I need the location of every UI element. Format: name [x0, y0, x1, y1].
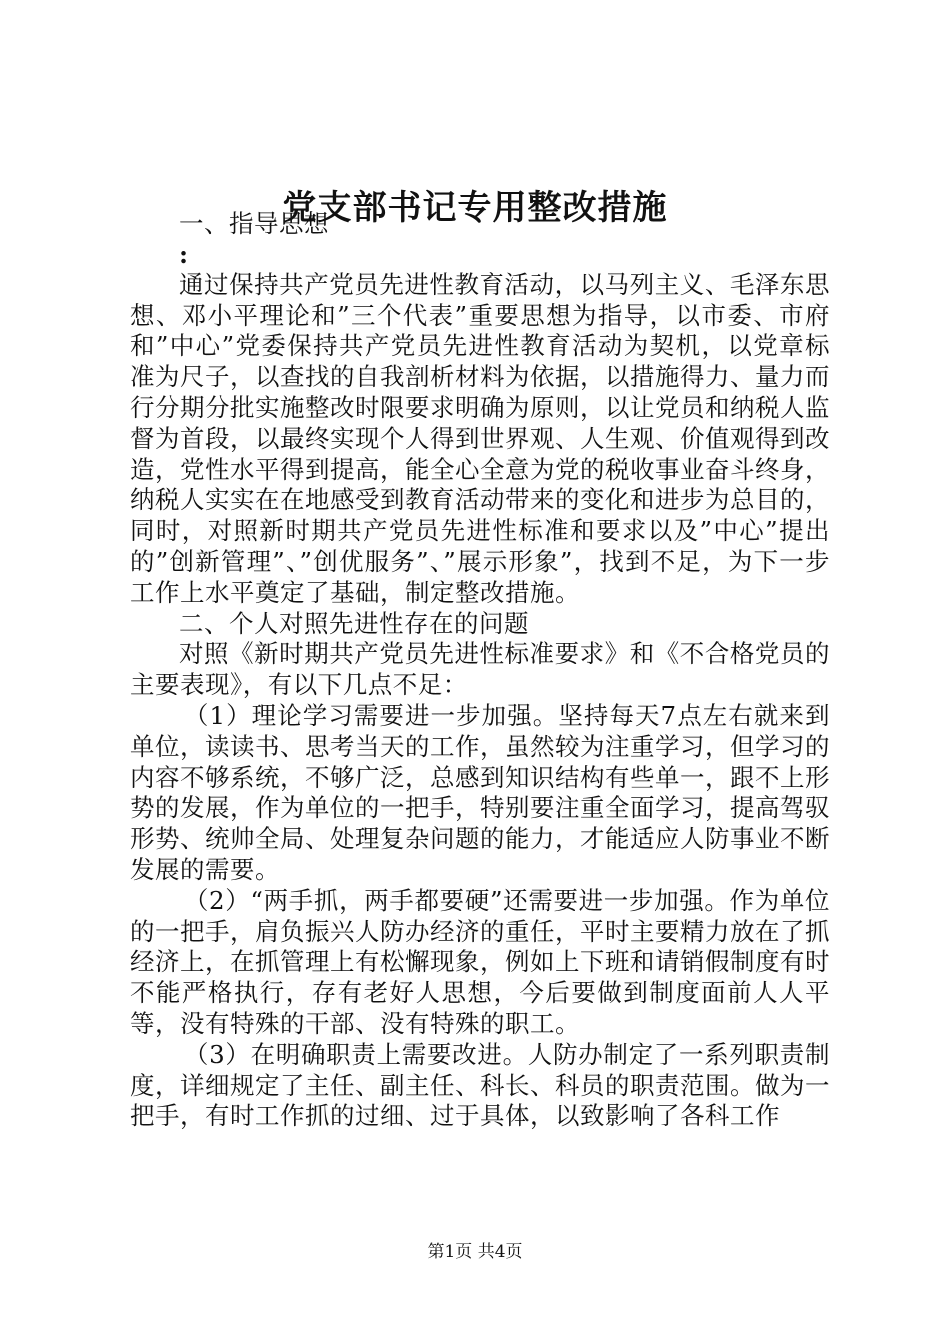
document-title: 党支部书记专用整改措施	[282, 188, 668, 228]
page-footer: 第1页 共4页	[427, 1242, 523, 1262]
document-body	[130, 209, 830, 1132]
section-heading-guiding-ideology: 一、指导思想	[179, 209, 329, 238]
section-colon: :	[179, 239, 189, 269]
section-heading-problems: 二、个人对照先进性存在的问题	[179, 608, 529, 638]
paragraph-problems-intro: 对照《新时期共产党员先进性标准要求》和《不合格党员的主要表现》，有以下几点不足：	[130, 639, 830, 700]
list-item-two-hands: （2）“两手抓，两手都要硬”还需要进一步加强。作为单位的一把手，肩负振兴人防办经济的重任，平时主要精力放在了抓经济上，在抓管理上有松懈现象，例如上下班和请销假制度有时不能严格执行，存有老好人思想，今后要做到制度面前人人平等，没有特殊的干部、没有特殊的职工。	[130, 885, 830, 1038]
paragraph-guiding-ideology: 通过保持共产党员先进性教育活动，以马列主义、毛泽东思想、邓小平理论和”三个代表”重要思想为指导，以市委、市府和”中心”党委保持共产党员先进性教育活动为契机，以党章标准为尺子，以查找的自我剖析材料为依据，以措施得力、量力而行分期分批实施整改时限要求明确为原则，以让党员和纳税人监督为首段，以最终实现个人得到世界观、人生观、价值观得到改造，党性水平得到提高，能全心全意为党的税收事业奋斗终身，纳税人实实在在地感受到教育活动带来的变化和进步为总目的，同时，对照新时期共产党员先进性标准和要求以及”中心”提出的”创新管理”、”创优服务”、”展示形象”，找到不足，为下一步工作上水平奠定了基础，制定整改措施。	[130, 269, 830, 607]
list-item-responsibilities: （3）在明确职责上需要改进。人防办制定了一系列职责制度，详细规定了主任、副主任、科长、科员的职责范围。做为一把手，有时工作抓的过细、过于具体，以致影响了各科工作	[130, 1039, 830, 1131]
list-item-theory-study: （1）理论学习需要进一步加强。坚持每天7点左右就来到单位，读读书、思考当天的工作，虽然较为注重学习，但学习的内容不够系统，不够广泛，总感到知识结构有些单一，跟不上形势的发展，作为单位的一把手，特别要注重全面学习，提高驾驭形势、统帅全局、处理复杂问题的能力，才能适应人防事业不断发展的需要。	[130, 700, 830, 884]
